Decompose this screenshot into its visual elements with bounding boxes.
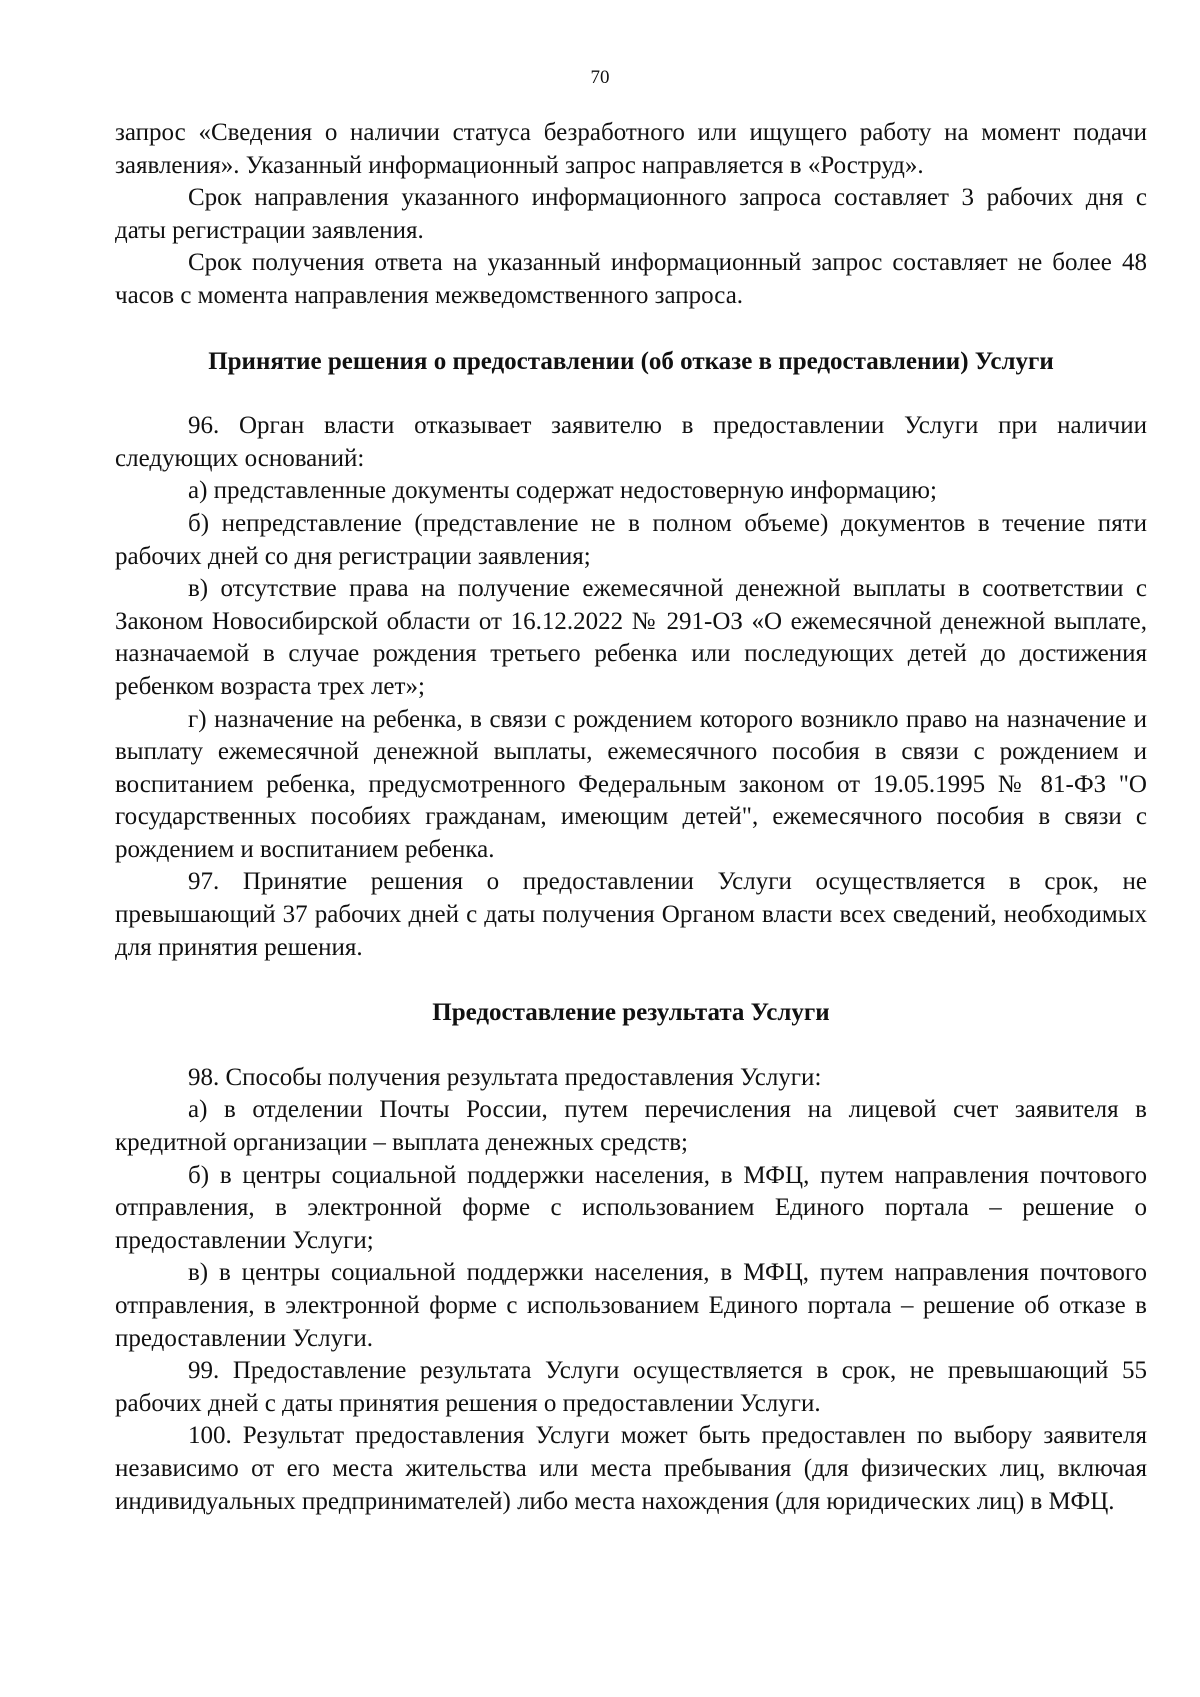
paragraph-96-b: б) непредставление (представление не в полном объеме) документов в течение пяти рабочих дней со дня регистрации заявления; bbox=[115, 509, 1147, 570]
paragraph-98: 98. Способы получения результата предоставления Услуги: bbox=[188, 1063, 822, 1091]
paragraph-96-a: а) представленные документы содержат недостоверную информацию; bbox=[188, 477, 937, 505]
paragraph-request-deadline: Срок направления указанного информационного запроса составляет 3 рабочих дня с даты регистрации заявления. bbox=[115, 184, 1147, 244]
paragraph-96: 96. Орган власти отказывает заявителю в предоставлении Услуги при наличии следующих оснований: bbox=[115, 412, 1147, 472]
paragraph-96-v: в) отсутствие права на получение ежемесячной денежной выплаты в соответствии с Законом Новосибирской области от 16.12.2022 № 291-ОЗ «О ежемесячной денежной выплате, назначаемой в случае рождения третьего ребенка или последующих детей до достижения ребенком возраста трех лет»; bbox=[115, 575, 1147, 700]
paragraph-98-a: а) в отделении Почты России, путем перечисления на лицевой счет заявителя в кредитной организации – выплата денежных средств; bbox=[115, 1096, 1147, 1157]
paragraph-98-b: б) в центры социальной поддержки населения, в МФЦ, путем направления почтового отправления, в электронной форме с использованием Единого портала – решение о предоставлении Услуги; bbox=[115, 1161, 1147, 1254]
paragraph-99: 99. Предоставление результата Услуги осуществляется в срок, не превышающий 55 рабочих дней с даты принятия решения о предоставлении Услуги. bbox=[115, 1357, 1147, 1417]
paragraph-response-deadline: Срок получения ответа на указанный информационный запрос составляет не более 48 часов с момента направления межведомственного запроса. bbox=[115, 249, 1147, 309]
page-number: 70 bbox=[590, 67, 610, 88]
section-heading-decision: Принятие решения о предоставлении (об отказе в предоставлении) Услуги bbox=[208, 347, 1054, 375]
paragraph-continuation: запрос «Сведения о наличии статуса безработного или ищущего работу на момент подачи заявления». Указанный информационный запрос направляется в «Роструд». bbox=[115, 119, 1147, 179]
section-heading-result: Предоставление результата Услуги bbox=[432, 999, 830, 1027]
paragraph-97: 97. Принятие решения о предоставлении Услуги осуществляется в срок, не превышающий 37 рабочих дней с даты получения Органом власти всех сведений, необходимых для принятия решения. bbox=[115, 868, 1147, 961]
document-body bbox=[115, 117, 1147, 1518]
paragraph-100: 100. Результат предоставления Услуги может быть предоставлен по выбору заявителя независимо от его места жительства или места пребывания (для физических лиц, включая индивидуальных предпринимателей) либо места нахождения (для юридических лиц) в МФЦ. bbox=[115, 1422, 1147, 1515]
paragraph-98-v: в) в центры социальной поддержки населения, в МФЦ, путем направления почтового отправления, в электронной форме с использованием Единого портала – решение об отказе в предоставлении Услуги. bbox=[115, 1259, 1147, 1352]
paragraph-96-g: г) назначение на ребенка, в связи с рождением которого возникло право на назначение и выплату ежемесячной денежной выплаты, ежемесячного пособия в связи с рождением и воспитанием ребенка, предусмотренного Федеральным законом от 19.05.1995 № 81-ФЗ "О государственных пособиях гражданам, имеющим детей", ежемесячного пособия в связи с рождением и воспитанием ребенка. bbox=[115, 705, 1147, 863]
